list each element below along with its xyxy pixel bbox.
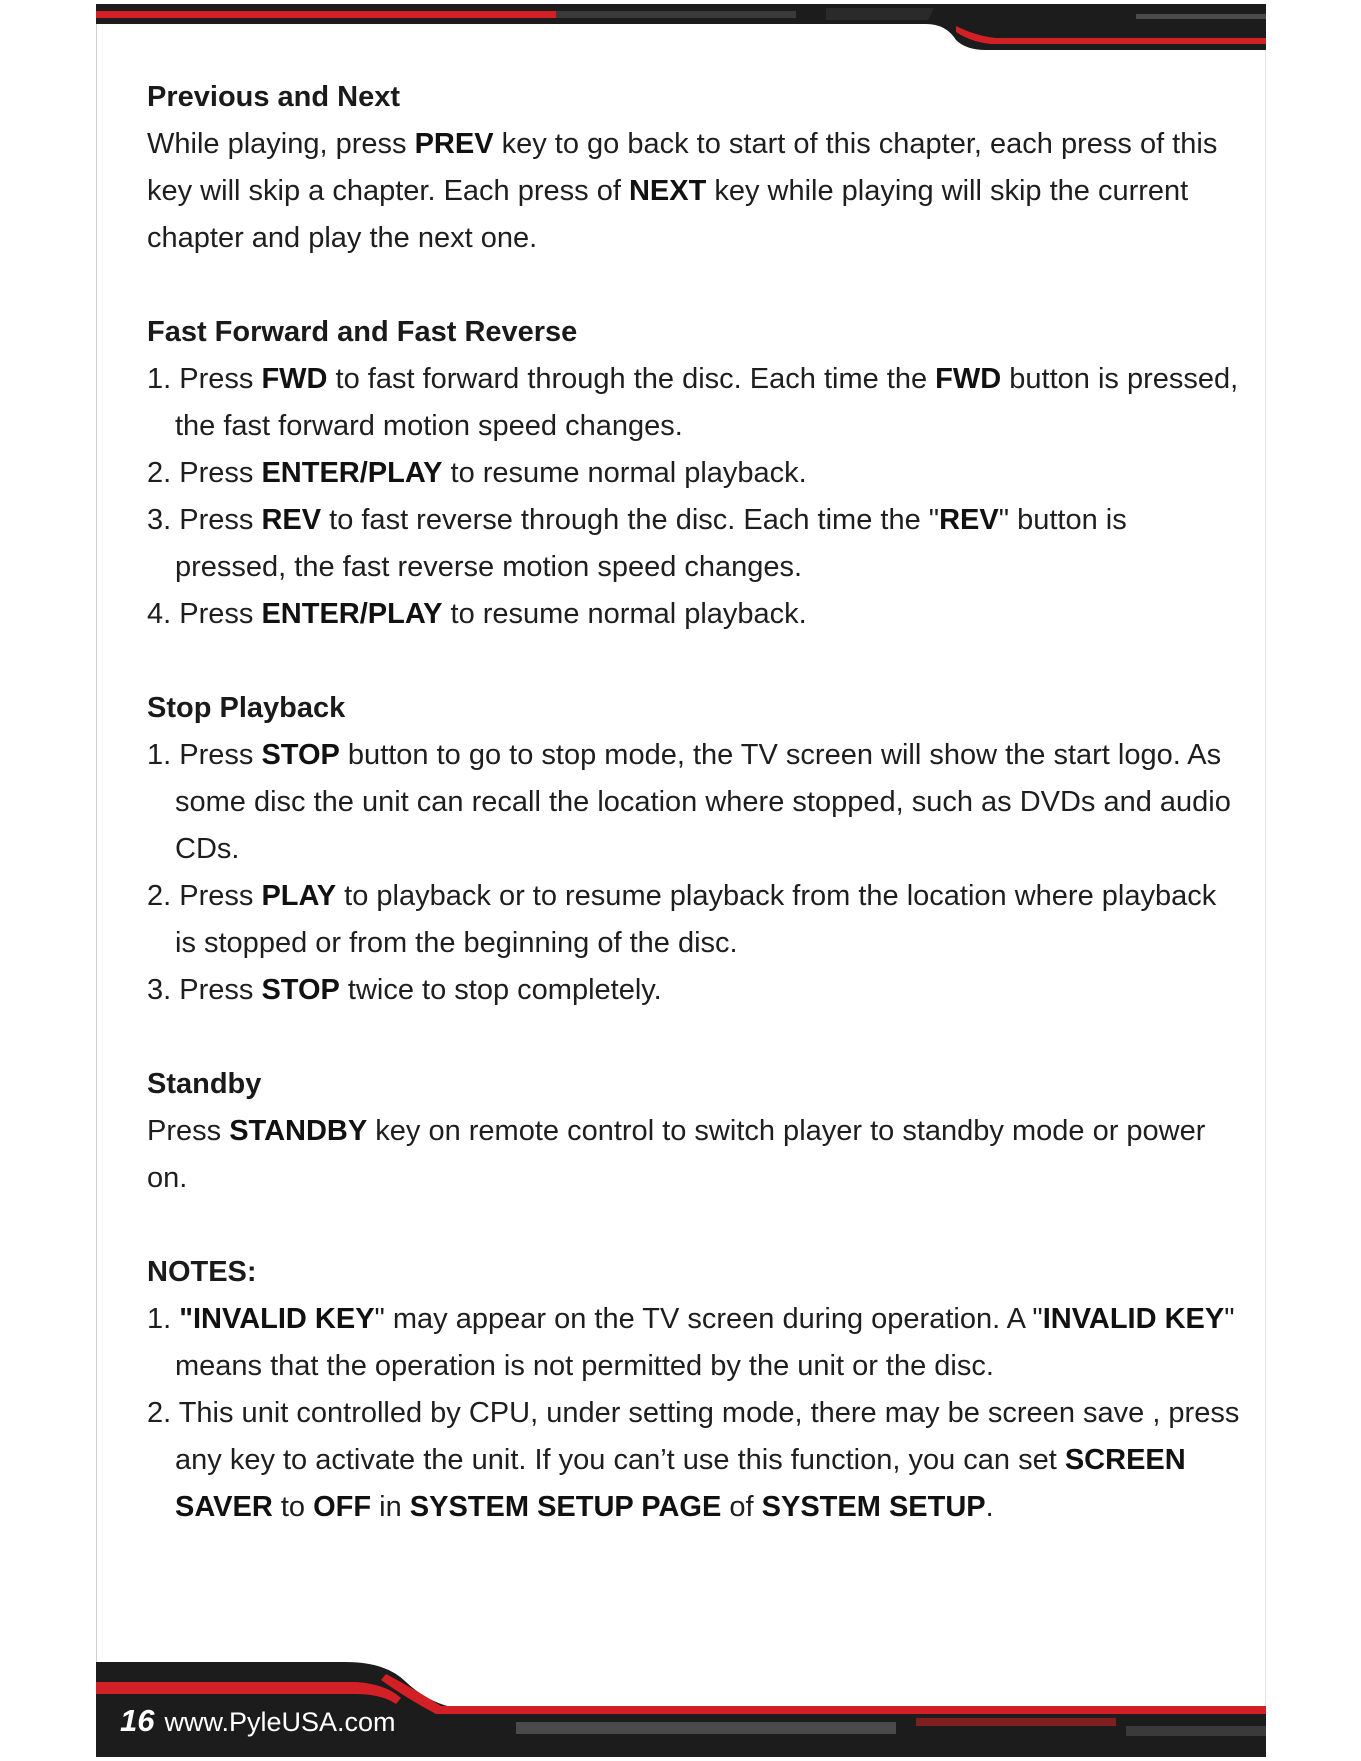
page-content xyxy=(147,74,1242,1531)
text-run: This unit controlled by CPU, under setting mode, there may be screen save , press any key to activate the unit. If you can’t use this function, you can set xyxy=(175,1397,1240,1476)
section-title-previous-next: Previous and Next xyxy=(147,81,401,113)
text-run: Press xyxy=(179,739,262,771)
list-item xyxy=(147,450,1242,497)
text-run: may appear on the TV screen during operation. A " xyxy=(384,1303,1043,1335)
text-run: to fast forward through the disc. Each time the xyxy=(327,363,936,395)
text-run: in xyxy=(371,1491,410,1523)
list-item xyxy=(147,591,1242,638)
key-label-stop: STOP xyxy=(261,974,340,1006)
key-label-standby: STANDBY xyxy=(229,1115,368,1147)
key-label-off: OFF xyxy=(313,1491,372,1523)
list-item xyxy=(147,1390,1242,1531)
text-run: " button is pressed, the fast reverse motion speed changes. xyxy=(175,504,1127,583)
key-label-fwd: FWD xyxy=(261,363,328,395)
key-label-system-setup-page: SYSTEM SETUP PAGE xyxy=(409,1491,722,1523)
list-number: 2. xyxy=(147,1397,179,1429)
text-run: Press xyxy=(147,1115,230,1147)
list-number: 1. xyxy=(147,363,180,395)
list-number: 3. xyxy=(147,504,180,536)
text-run: Press xyxy=(179,598,262,630)
key-label-invalid-key: INVALID KEY xyxy=(1042,1303,1225,1335)
page-number: 16 xyxy=(120,1703,155,1738)
website-link[interactable]: www.PyleUSA.com xyxy=(164,1707,396,1737)
key-label-screen-saver: SCREEN SAVER xyxy=(175,1444,1186,1523)
text-run: " means that the operation is not permitted by the unit or the disc. xyxy=(175,1303,1235,1382)
text-run: Press xyxy=(179,504,262,536)
text-run: button to go to stop mode, the TV screen will show the start logo. As some disc the unit can recall the location where stopped, such as DVDs and audio CDs. xyxy=(175,739,1231,865)
list-number: 2. xyxy=(147,457,180,489)
text-run: key while playing will skip the current chapter and play the next one. xyxy=(147,175,1189,254)
list-number: 1. xyxy=(147,739,180,771)
text-run: to fast reverse through the disc. Each time the " xyxy=(321,504,940,536)
list-number: 2. xyxy=(147,880,180,912)
text-run: Press xyxy=(179,363,262,395)
text-run: to resume normal playback. xyxy=(442,457,807,489)
text-run: While playing, press xyxy=(147,128,415,160)
key-label-stop: STOP xyxy=(261,739,340,771)
previous-next-paragraph xyxy=(147,121,1242,262)
key-label-rev: REV xyxy=(939,504,999,536)
list-number: 4. xyxy=(147,598,180,630)
text-run: Press xyxy=(179,457,262,489)
header-decorative-band xyxy=(96,4,1266,60)
text-run: to resume normal playback. xyxy=(442,598,807,630)
text-run: Press xyxy=(179,974,262,1006)
text-run: key on remote control to switch player to standby mode or power on. xyxy=(147,1115,1206,1194)
list-item xyxy=(147,967,1242,1014)
key-label-system-setup: SYSTEM SETUP xyxy=(761,1491,986,1523)
section-title-standby: Standby xyxy=(147,1068,262,1100)
list-item xyxy=(147,873,1242,967)
text-run: key to go back to start of this chapter, each press of this key will skip a chapter. Each press of xyxy=(147,128,1218,207)
footer xyxy=(120,1701,396,1742)
section-title-fast-forward-reverse: Fast Forward and Fast Reverse xyxy=(147,316,578,348)
key-label-rev: REV xyxy=(261,504,322,536)
key-label-prev: PREV xyxy=(414,128,494,160)
text-run: . xyxy=(985,1491,994,1523)
standby-paragraph xyxy=(147,1108,1242,1202)
quote-mark: " xyxy=(179,1303,193,1335)
key-label-fwd: FWD xyxy=(935,363,1002,395)
quote-mark: " xyxy=(374,1303,385,1335)
text-run: to playback or to resume playback from the location where playback is stopped or from the beginning of the disc. xyxy=(175,880,1217,959)
key-label-next: NEXT xyxy=(628,175,707,207)
list-item xyxy=(147,1296,1242,1390)
text-run: Press xyxy=(179,880,262,912)
key-label-play: PLAY xyxy=(261,880,337,912)
text-run: twice to stop completely. xyxy=(339,974,662,1006)
list-number: 3. xyxy=(147,974,180,1006)
section-title-stop-playback: Stop Playback xyxy=(147,692,346,724)
key-label-invalid-key: INVALID KEY xyxy=(193,1303,375,1335)
key-label-enter-play: ENTER/PLAY xyxy=(261,598,443,630)
list-item xyxy=(147,497,1242,591)
list-item xyxy=(147,356,1242,450)
text-run: to xyxy=(272,1491,314,1523)
key-label-enter-play: ENTER/PLAY xyxy=(261,457,443,489)
text-run: of xyxy=(721,1491,762,1523)
section-title-notes: NOTES: xyxy=(147,1256,257,1288)
list-item xyxy=(147,732,1242,873)
list-number: 1. xyxy=(147,1303,180,1335)
text-run: button is pressed, the fast forward motion speed changes. xyxy=(175,363,1239,442)
